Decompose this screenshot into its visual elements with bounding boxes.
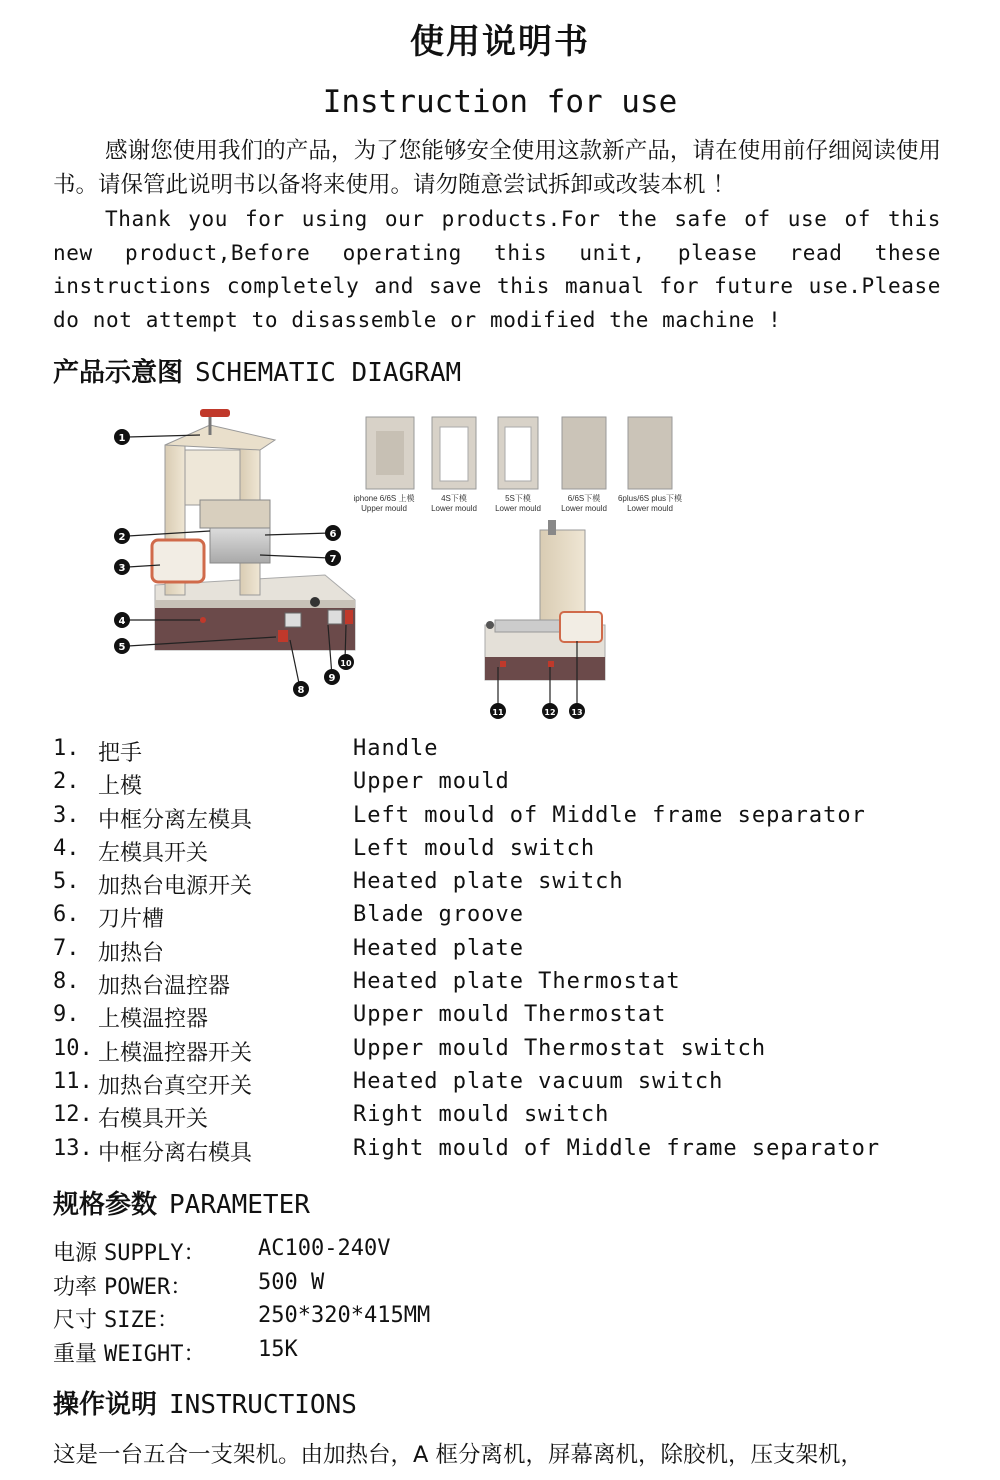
part-name-en: Right mould of Middle frame separator (353, 1135, 881, 1161)
schematic-diagram (100, 405, 720, 725)
part-number: 7. (53, 935, 80, 961)
machine-side-view (485, 520, 605, 680)
param-value: 15K (258, 1336, 298, 1362)
part-number: 10. (53, 1035, 93, 1061)
param-label-cn: 重量 (53, 1341, 98, 1367)
part-name-en: Left mould of Middle frame separator (353, 802, 866, 828)
part-name-cn: 加热台温控器 (98, 974, 231, 1000)
part-name-en: Upper mould (353, 769, 510, 795)
part-number: 8. (53, 969, 80, 995)
mould-label-en: Lower mould (627, 504, 673, 513)
callout-6: 6 (329, 529, 337, 540)
part-name-cn: 上模 (98, 774, 143, 800)
part-name-en: Right mould switch (353, 1102, 610, 1128)
part-name-en: Upper mould Thermostat switch (353, 1035, 767, 1061)
mould-label-cn: 4S下模 (441, 494, 467, 503)
callout-4: 4 (118, 616, 126, 627)
part-name-cn: 加热台电源开关 (98, 874, 253, 900)
part-number: 9. (53, 1002, 80, 1028)
part-number: 4. (53, 835, 80, 861)
mould-label-cn: 5S下模 (505, 494, 531, 503)
mould-label-cn: 6plus/6S plus下模 (617, 494, 683, 503)
instructions-heading (53, 1384, 357, 1421)
title-english: Instruction for use (322, 84, 678, 120)
schematic-heading (53, 352, 461, 389)
parameter-heading-en: PARAMETER (169, 1190, 310, 1220)
part-number: 1. (53, 736, 80, 761)
mould-label-en: Lower mould (495, 504, 541, 513)
intro-chinese: 感谢您使用我们的产品，为了您能够安全使用这款新产品，请在使用前仔细阅读使用书。请保管此说明书以备将来使用。请勿随意尝试拆卸或改装本机 ！ (53, 138, 941, 198)
part-name-en: Left mould switch (353, 835, 596, 861)
schematic-heading-cn: 产品示意图 (53, 358, 184, 388)
part-name-cn: 右模具开关 (98, 1107, 209, 1133)
part-name-cn: 把手 (98, 741, 143, 766)
instructions-heading-cn: 操作说明 (53, 1390, 158, 1420)
callout-5: 5 (118, 642, 126, 653)
callout-10: 10 (340, 659, 352, 668)
part-name-en: Blade groove (353, 902, 524, 928)
part-name-cn: 加热台 (98, 940, 165, 966)
part-name-en: Heated plate vacuum switch (353, 1068, 724, 1094)
part-name-en: Heated plate (353, 935, 524, 961)
title-chinese: 使用说明书 (410, 22, 590, 62)
part-name-en: Heated plate switch (353, 869, 624, 895)
param-value: 500 W (258, 1269, 325, 1295)
part-number: 11. (53, 1068, 93, 1094)
mould-plates (366, 417, 672, 489)
intro-english: Thank you for using our products.For the safe of use of this new product,Before operating this unit, please read these instructions completely and save this manual for future use.Please do not attempt to disassemble or modified the machine ! (53, 207, 941, 332)
callout-9: 9 (328, 673, 336, 684)
part-name-cn: 刀片槽 (98, 907, 165, 933)
mould-label-cn: 6/6S下模 (567, 494, 601, 503)
parameter-heading (53, 1184, 310, 1221)
part-name-en: Heated plate Thermostat (353, 969, 681, 995)
schematic-heading-en: SCHEMATIC DIAGRAM (195, 358, 462, 388)
callout-12: 12 (544, 708, 556, 717)
part-name-cn: 加热台真空开关 (98, 1073, 253, 1099)
param-label-en: SIZE： (104, 1308, 179, 1333)
part-number: 12. (53, 1102, 93, 1128)
mould-label-en: Upper mould (361, 504, 407, 513)
parameter-heading-cn: 规格参数 (53, 1190, 158, 1220)
part-name-cn: 上模温控器 (98, 1007, 209, 1033)
instructions-heading-en: INSTRUCTIONS (169, 1390, 357, 1420)
param-label-en: SUPPLY： (104, 1241, 206, 1266)
part-number: 6. (53, 902, 80, 928)
callout-11: 11 (492, 708, 504, 717)
callout-13: 13 (571, 708, 583, 717)
part-number: 13. (53, 1135, 93, 1161)
part-name-en: Upper mould Thermostat (353, 1002, 667, 1028)
callout-7: 7 (329, 554, 337, 565)
param-label-cn: 尺寸 (53, 1308, 98, 1333)
callout-3: 3 (118, 563, 126, 574)
mould-labels (354, 493, 682, 513)
param-label-cn: 功率 (53, 1274, 98, 1300)
machine-front-view (152, 409, 355, 650)
mould-label-en: Lower mould (431, 504, 477, 513)
param-value: AC100-240V (258, 1236, 391, 1261)
param-label-cn: 电源 (53, 1241, 98, 1266)
instructions-text: 这是一台五合一支架机。由加热台，A 框分离机，屏幕离机，除胶机，压支架机， (53, 1442, 864, 1468)
param-label-en: POWER： (104, 1274, 193, 1300)
part-number: 5. (53, 869, 80, 895)
part-number: 2. (53, 769, 80, 795)
mould-label-cn: iphone 6/6S 上模 (353, 494, 415, 503)
callout-8: 8 (297, 685, 305, 696)
mould-label-en: Lower mould (561, 504, 607, 513)
param-label-en: WEIGHT： (104, 1341, 206, 1367)
part-name-en: Handle (353, 736, 439, 761)
callout-1: 1 (118, 433, 126, 444)
part-name-cn: 中框分离右模具 (98, 1140, 253, 1166)
part-name-cn: 左模具开关 (98, 840, 209, 866)
param-value: 250*320*415MM (258, 1303, 431, 1328)
part-name-cn: 上模温控器开关 (98, 1040, 253, 1066)
part-number: 3. (53, 802, 80, 828)
callout-2: 2 (118, 532, 126, 543)
part-name-cn: 中框分离左模具 (98, 807, 253, 833)
